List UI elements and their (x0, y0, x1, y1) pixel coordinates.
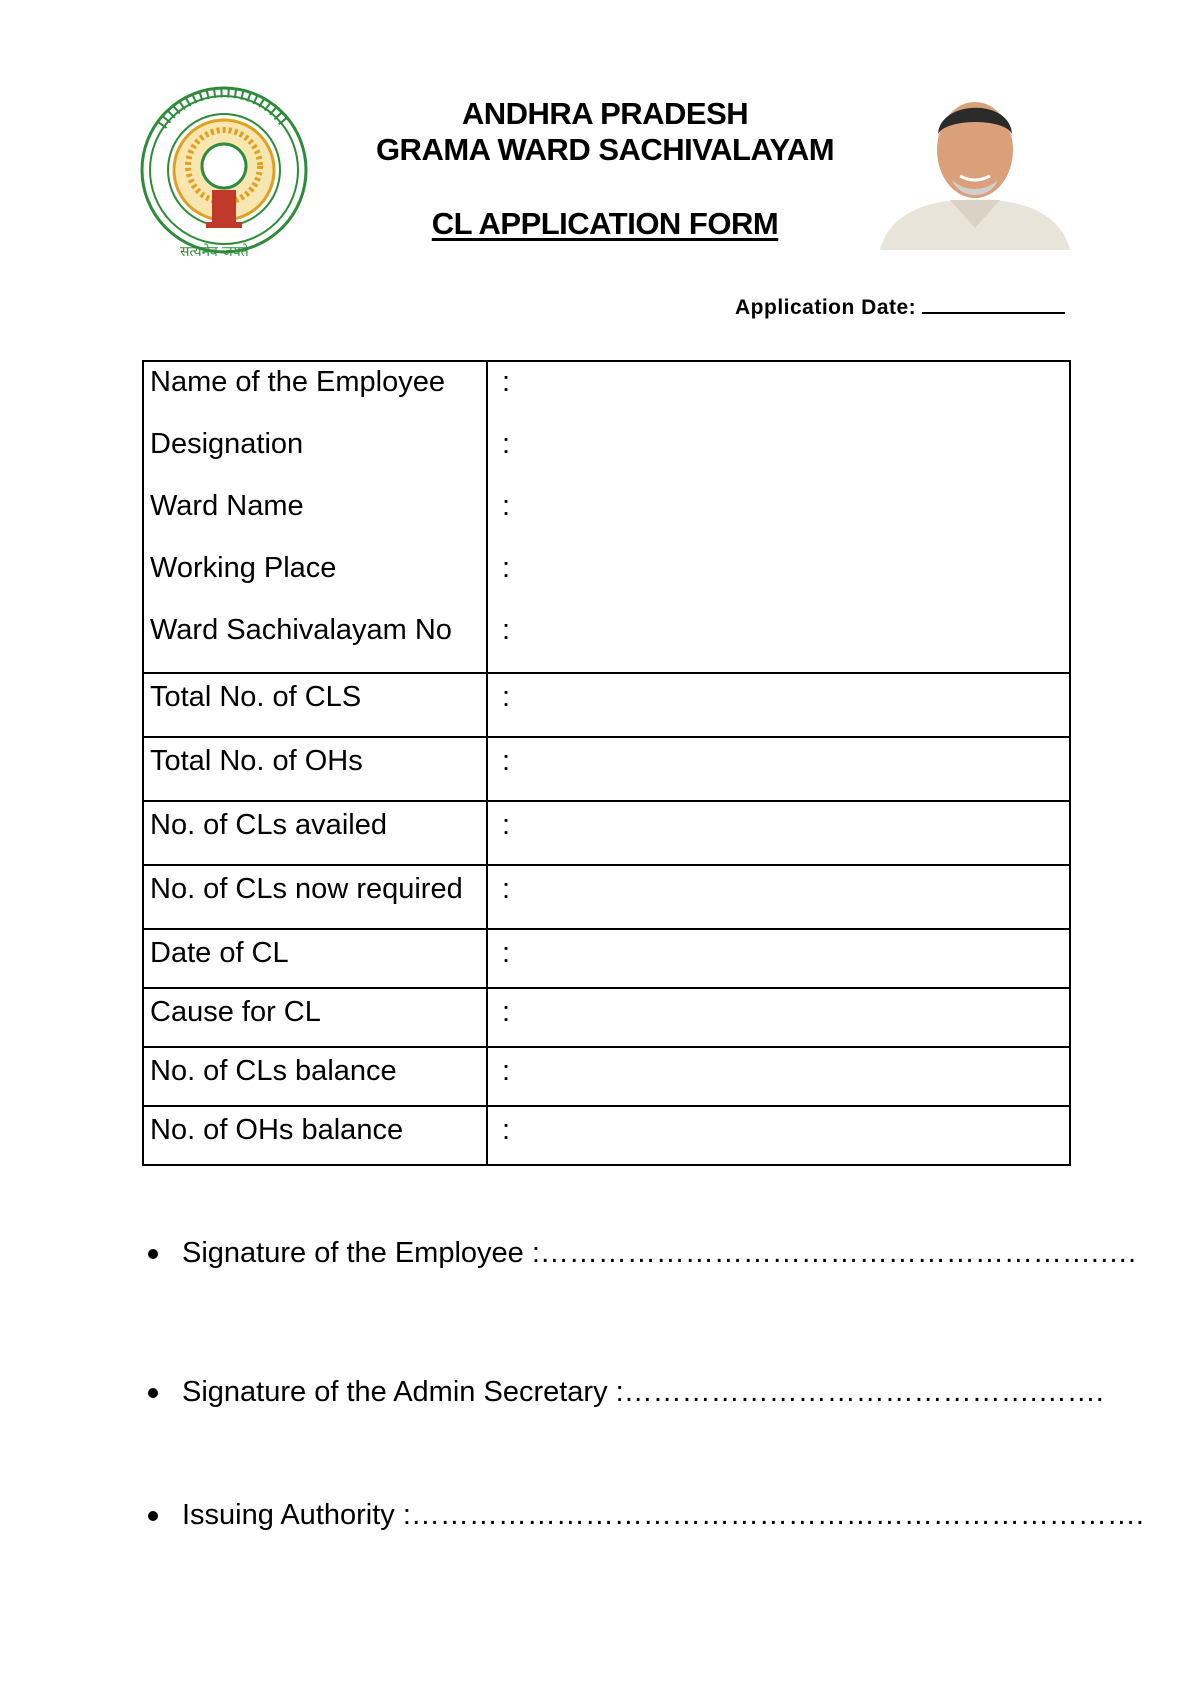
table-row (143, 865, 1070, 929)
table-row (143, 1106, 1070, 1165)
field-label-total-ohs: Total No. of OHs (143, 737, 487, 801)
signature-issuing-authority-text: Issuing Authority :…………………………………………………………………. (182, 1499, 1144, 1531)
bullet-icon (148, 1388, 158, 1398)
employee-details-labels (143, 361, 487, 673)
field-value-ohs-balance[interactable]: : (487, 1106, 1070, 1165)
field-label-designation: Designation (150, 428, 304, 460)
field-label-ward-sachivalayam-no: Ward Sachivalayam No (150, 614, 452, 646)
field-value-cls-balance[interactable]: : (487, 1047, 1070, 1106)
field-label-total-cls: Total No. of CLS (143, 673, 487, 737)
field-value-cause-for-cl[interactable]: : (487, 988, 1070, 1047)
signature-admin-secretary[interactable] (148, 1376, 1104, 1409)
field-label-employee-name: Name of the Employee (150, 366, 445, 398)
signature-employee-text: Signature of the Employee :………………………………………………….…. (182, 1237, 1136, 1269)
application-date-label: Application Date: (735, 296, 917, 319)
table-row (143, 929, 1070, 988)
field-label-date-of-cl: Date of CL (143, 929, 487, 988)
emblem-motto: सत्यमेव जयते (180, 244, 249, 260)
signature-employee[interactable] (148, 1237, 1136, 1270)
table-row (143, 801, 1070, 865)
state-emblem-logo (132, 86, 322, 266)
field-label-ward-name: Ward Name (150, 490, 304, 522)
field-value-cls-now-required[interactable]: : (487, 865, 1070, 929)
field-label-cls-balance: No. of CLs balance (143, 1047, 487, 1106)
cl-form-table (142, 360, 1071, 1166)
table-row (143, 673, 1070, 737)
form-title: CL APPLICATION FORM (431, 206, 779, 241)
state-title: ANDHRA PRADESH (461, 96, 749, 131)
field-label-working-place: Working Place (150, 552, 337, 584)
application-date-input[interactable] (922, 294, 1065, 314)
employee-details-row (143, 361, 1070, 673)
application-date (735, 294, 1065, 320)
field-value-date-of-cl[interactable]: : (487, 929, 1070, 988)
field-sep-working-place: : (502, 552, 511, 584)
field-label-ohs-balance: No. of OHs balance (143, 1106, 487, 1165)
table-row (143, 1047, 1070, 1106)
field-label-cls-now-required: No. of CLs now required (143, 865, 487, 929)
department-title: GRAMA WARD SACHIVALAYAM (375, 132, 835, 167)
table-row (143, 988, 1070, 1047)
field-sep-employee-name: : (502, 366, 511, 398)
field-label-cls-availed: No. of CLs availed (143, 801, 487, 865)
field-sep-designation: : (502, 428, 511, 460)
employee-details-values[interactable] (487, 361, 1070, 673)
field-label-cause-for-cl: Cause for CL (143, 988, 487, 1047)
signature-admin-secretary-text: Signature of the Admin Secretary :…………………………………….……. (182, 1376, 1104, 1408)
signature-issuing-authority[interactable] (148, 1499, 1144, 1532)
field-value-total-cls[interactable]: : (487, 673, 1070, 737)
field-sep-ward-name: : (502, 490, 511, 522)
bullet-icon (148, 1511, 158, 1521)
portrait-photo (880, 88, 1070, 250)
field-value-total-ohs[interactable]: : (487, 737, 1070, 801)
field-value-cls-availed[interactable]: : (487, 801, 1070, 865)
field-sep-ward-sachivalayam-no: : (502, 614, 511, 646)
table-row (143, 737, 1070, 801)
bullet-icon (148, 1249, 158, 1259)
